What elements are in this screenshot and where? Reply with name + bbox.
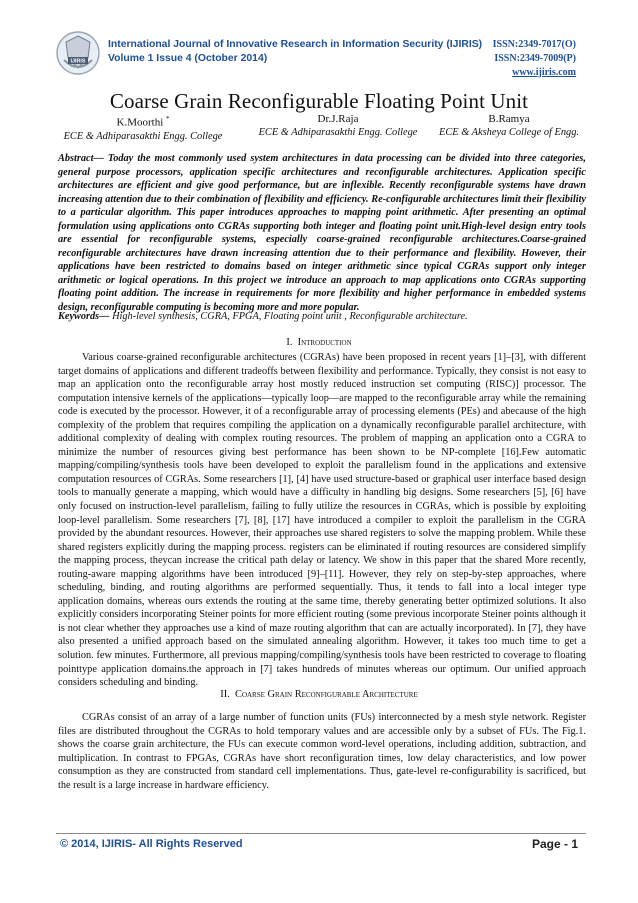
logo-text: IJIRIS xyxy=(70,58,86,65)
abstract-label: Abstract— xyxy=(58,153,104,164)
author-name: B.Ramya xyxy=(488,113,530,125)
author-3 xyxy=(434,113,584,139)
keywords xyxy=(58,311,586,322)
abstract-text: Today the most commonly used system architectures in data processing can be divided into three categories, general purpose processors, application specific architectures and reconfigurable architectures. Application specific architectures are efficient and give good performance, but are inflexible. Recently reconfigurable systems have drawn increasing attention due to their combination of flexibility and efficiency. Re-configurable architectures limit their flexibility to a particular algorithm. This paper introduces approaches to mapping point arithmetic. After presenting an optimal formulation using applications onto CGRAs supporting both integer and floating point unit.High-level design entry tools are essential for reconfigurable systems, especially coarse-grained reconfigurable architectures.Coarse-grained reconfigurable architectures have drawn increasing attention due to their performance and flexibility. However, their applications have been restricted to domains based on integer arithmetic since typical CGRAs support only integer arithmetic or logical operations. In this project we introduce an approach to map applications onto CGRAs supporting floating point addition. The increase in requirements for more flexibility and higher performance in embedded systems design, reconfigurable computing is becoming more and more popular. xyxy=(58,153,586,314)
author-1 xyxy=(58,113,228,143)
author-affiliation: ECE & Adhiparasakthi Engg. College xyxy=(63,130,223,142)
section-paragraph: Various coarse-grained reconfigurable architectures (CGRAs) have been proposed in recent years [1]–[3], with different target domains of applications and different tradeoffs between flexibility and performance. Typically, they consist is not easy to map an application onto the reconfigurable array host mostly reduced instruction set computing (RISC)] processor. The computation intensive kernels of the applications—typically loop—are mapped to the reconfigurable array while the remaining code is executed by the processor. However, it of a reconfigurable array of processing elements (PEs) and abecause of the high complexity of the problem that requires compiling the application on a dynamically reconfigurable parallel architecture, with additional complexity of dealing with complex routing resources. The problem of mapping an application onto a CGRA to minimize the number of resources giving best performance has been shown to be NP-complete [16].Few automatic mapping/compiling/synthesis tools have been developed to exploit the parallelism found in the applications and extensive computation resources of CGRAs. Some researchers [1], [4] have used structure-based or graphical user interface based design tools to manually generate a mapping, which would have a difficulty in handling big designs. Some researchers [5], [6] have only focused on instruction-level parallelism, failing to fully utilize the resources in CGRAs, which is possible by exploiting loop-level parallelism. Some researchers [7], [8], [17] have introduced a compiler to exploit the parallelism in the CGRA provided by the abundant resources. However, their approaches use shared registers to solve the mapping problem. While these shared registers explicitly during the mapping process. registers can be eliminated if routing resources are considered simplify the mapping process, theycan increase the critical path delay or latency. We show in this paper that the shared More recently, routing-aware mapping algorithms have been introduced [9]–[11]. However, they rely on step-by-step approaches, where scheduling, binding, and routing algorithms are performed sequentially. Thus, it tends to fall into a local integer type application domains, whereas ours extends the routing at the same time, thereby generating better optimized solutions. It also explicitly considers incorporating Steiner points for more efficient routing (some previous incorporate Steiner points although it is not clear whether they approaches use a kind of maze routing algorithm that can are actually incorporated). In [7], they have also presented a unified approach based on the simulated annealing algorithm. However, it takes too much time to get a solution. few minutes. Furthermore, all previous mapping/compiling/synthesis tools have been restricted to coverage to floating pointtype application domains.the approach in [7] takes hundreds of minutes whereas our optimum. Our unified approach considers scheduling and binding. xyxy=(58,352,586,689)
keywords-text: High-level synthesis, CGRA, FPGA, Floating point unit , Reconfigurable architecture. xyxy=(112,311,468,322)
section-title: Introduction xyxy=(297,337,352,348)
section-heading xyxy=(0,689,638,700)
issn-online: ISSN:2349-7017(O) xyxy=(492,39,576,50)
author-mark: * xyxy=(166,115,170,123)
author-name: Dr.J.Raja xyxy=(317,113,359,125)
journal-header xyxy=(0,0,638,85)
abstract xyxy=(58,152,586,315)
author-2 xyxy=(258,113,418,139)
section-body xyxy=(58,351,586,690)
volume-issue: Volume 1 Issue 4 (October 2014) xyxy=(108,53,268,64)
section-title: Coarse Grain Reconfigurable Architecture xyxy=(235,689,418,700)
journal-name: International Journal of Innovative Research in Information Security (IJIRIS) xyxy=(108,39,483,50)
author-affiliation: ECE & Adhiparasakthi Engg. College xyxy=(258,127,418,138)
keywords-label: Keywords— xyxy=(58,311,110,322)
journal-logo xyxy=(55,30,101,76)
section-body xyxy=(58,711,586,792)
section-paragraph: CGRAs consist of an array of a large number of function units (FUs) interconnected by a mesh style network. Register files are distributed throughout the CGRAs to hold temporary values and are accessible only by a subset of FUs. The Fig.1. shows the coarse grain architecture, the FUs can execute common word-level operations, including addition, subtraction, and multiplication. In contrast to FPGAs, CGRAs have short reconfiguration times, low delay characteristics, and low power consumption as they are constructed from standard cell implementations. Thus, gate-level re-configurability is sacrificed, but the result is a large increase in hardware efficiency. xyxy=(58,712,586,791)
section-number: II. xyxy=(220,689,230,700)
footer-divider xyxy=(56,833,586,834)
website-link[interactable]: www.ijiris.com xyxy=(512,67,576,78)
section-number: I. xyxy=(286,337,293,348)
issn-print: ISSN:2349-7009(P) xyxy=(494,53,576,64)
author-affiliation: ECE & Aksheya College of Engg. xyxy=(438,127,580,138)
issn-block xyxy=(486,38,576,80)
page-number: Page - 1 xyxy=(531,837,578,851)
paper-title: Coarse Grain Reconfigurable Floating Point Unit xyxy=(109,89,529,113)
journal-info xyxy=(108,38,488,66)
section-heading xyxy=(0,337,638,348)
footer-copyright: © 2014, IJIRIS- All Rights Reserved xyxy=(60,838,243,850)
author-name: K.Moorthi xyxy=(116,116,164,129)
